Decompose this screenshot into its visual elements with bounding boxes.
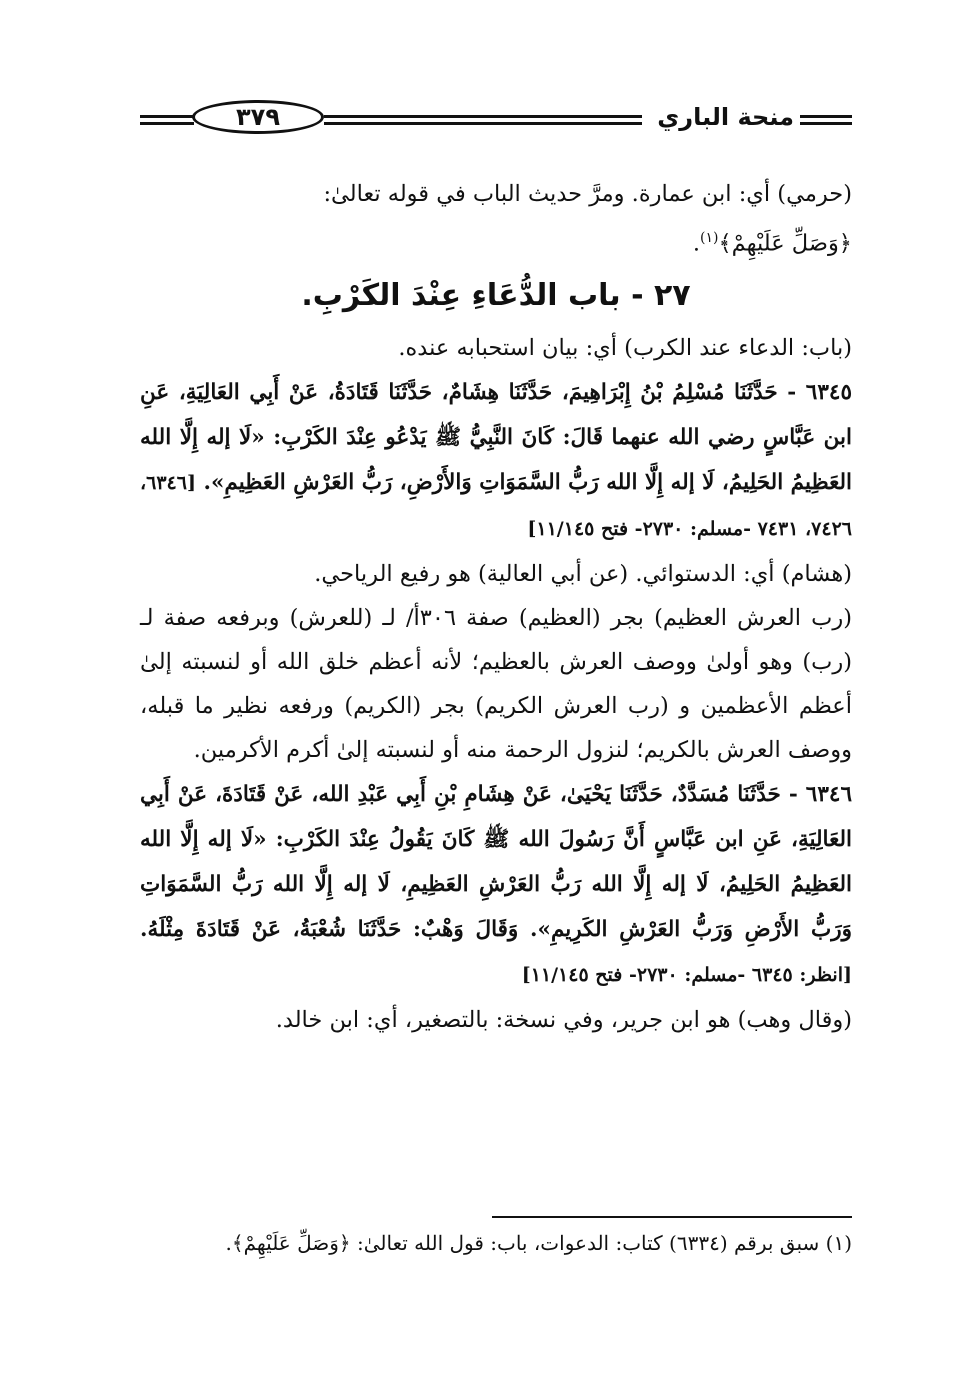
footnote-text: (١) سبق برقم (٦٣٣٤) كتاب: الدعوات، باب: قول الله تعالىٰ:: [356, 1231, 852, 1255]
page-number: ٣٧٩: [192, 100, 324, 134]
chapter-title: ٢٧ - باب الدُّعَاءِ عِنْدَ الكَرْبِ.: [301, 277, 691, 313]
quran-verse: ﴿وَصَلِّ عَلَيْهِمْ﴾: [718, 230, 852, 257]
header-rule-left-bottom: [140, 122, 194, 125]
hadith-reference: [انظر: ٦٣٤٥ -مسلم: ٢٧٣٠- فتح ١١/١٤٥]: [521, 963, 852, 986]
paragraph-text: (حرمي) أي: ابن عمارة. ومرَّ حديث الباب في قوله تعالىٰ:: [323, 181, 852, 207]
main-text: [140, 172, 852, 1042]
header-rule-right-bottom: [800, 122, 852, 125]
page-header: [140, 95, 852, 145]
hadith-text: [140, 370, 852, 552]
quran-verse-line: [140, 216, 852, 266]
hadith-text: [140, 772, 852, 998]
footnote: [140, 1226, 852, 1260]
paragraph: (هشام) أي: الدستوائي. (عن أبي العالية) هو رفيع الرياحي.: [314, 560, 852, 587]
header-rule-middle-bottom: [324, 122, 642, 125]
full-stop: .: [692, 230, 700, 257]
paragraph: (باب: الدعاء عند الكرب) أي: بيان استحبابه عنده.: [398, 334, 852, 361]
footnote-separator: [492, 1216, 852, 1218]
hadith-reference: [٦٣٤٦، ٧٤٢٦، ٧٤٣١ -مسلم: ٢٧٣٠- فتح ١١/١٤٥]: [140, 471, 852, 540]
footnote-quran: ﴿وَصَلِّ عَلَيْهِمْ﴾.: [225, 1231, 351, 1255]
hadith-body: ٦٣٤٥ - حَدَّثَنَا مُسْلِمُ بْنُ إِبْرَاهِيمَ، حَدَّثَنَا هِشَامٌ، حَدَّثَنَا قَتَادَةُ، عَنْ أَبِي العَالِيَةِ، عَنِ ابن عَبَّاسٍ رضي الله عنهما قَالَ: كَانَ النَّبِيُّ ﷺ يَدْعُو عِنْدَ الكَرْبِ: «لَا إله إِلَّا الله العَظِيمُ الحَلِيمُ، لَا إله إِلَّا الله رَبُّ السَّمَوَاتِ وَالأَرْضِ، رَبُّ العَرْشِ العَظِيمِ».: [140, 379, 852, 495]
paragraph: (وقال وهب) هو ابن جرير، وفي نسخة: بالتصغير، أي: ابن خالد.: [275, 1006, 852, 1033]
footnote-marker: (١): [699, 230, 719, 246]
paragraph: [140, 172, 852, 216]
running-title: منحة الباري: [657, 103, 794, 131]
paragraph: (رب العرش العظيم) بجر (العظيم) صفة ٣٠٦أ/ لـ (للعرش) وبرفعه صفة لـ (رب) وهو أولىٰ ووصف العرش بالعظيم؛ لأنه أعظم خلق الله أو لنسبته إلىٰ أعظم الأعظمين و (رب العرش الكريم) بجر (الكريم) ورفعه نظير ما قبله، ووصف العرش بالكريم؛ لنزول الرحمة منه أو لنسبته إلىٰ أكرم الأكرمين.: [140, 604, 852, 763]
header-rule-left-top: [140, 115, 194, 118]
hadith-body: ٦٣٤٦ - حَدَّثَنَا مُسَدَّدٌ، حَدَّثَنَا يَحْيَىٰ، عَنْ هِشَامِ بْنِ أَبِي عَبْدِ الله، عَنْ قَتَادَةَ، عَنْ أَبِي العَالِيَةِ، عَنِ ابن عَبَّاسٍ أَنَّ رَسُولَ الله ﷺ كَانَ يَقُولُ عِنْدَ الكَرْبِ: «لَا إله إِلَّا الله العَظِيمُ الحَلِيمُ، لَا إله إِلَّا الله رَبُّ العَرْشِ العَظِيمِ، لَا إله إِلَّا الله رَبُّ السَّمَوَاتِ وَرَبُّ الأَرْضِ وَرَبُّ العَرْشِ الكَرِيمِ». وَقَالَ وَهْبٌ: حَدَّثَنَا شُعْبَةُ، عَنْ قَتَادَةَ مِثْلَهُ.: [140, 781, 852, 942]
header-rule-right-top: [800, 115, 852, 118]
header-rule-middle-top: [324, 115, 642, 118]
